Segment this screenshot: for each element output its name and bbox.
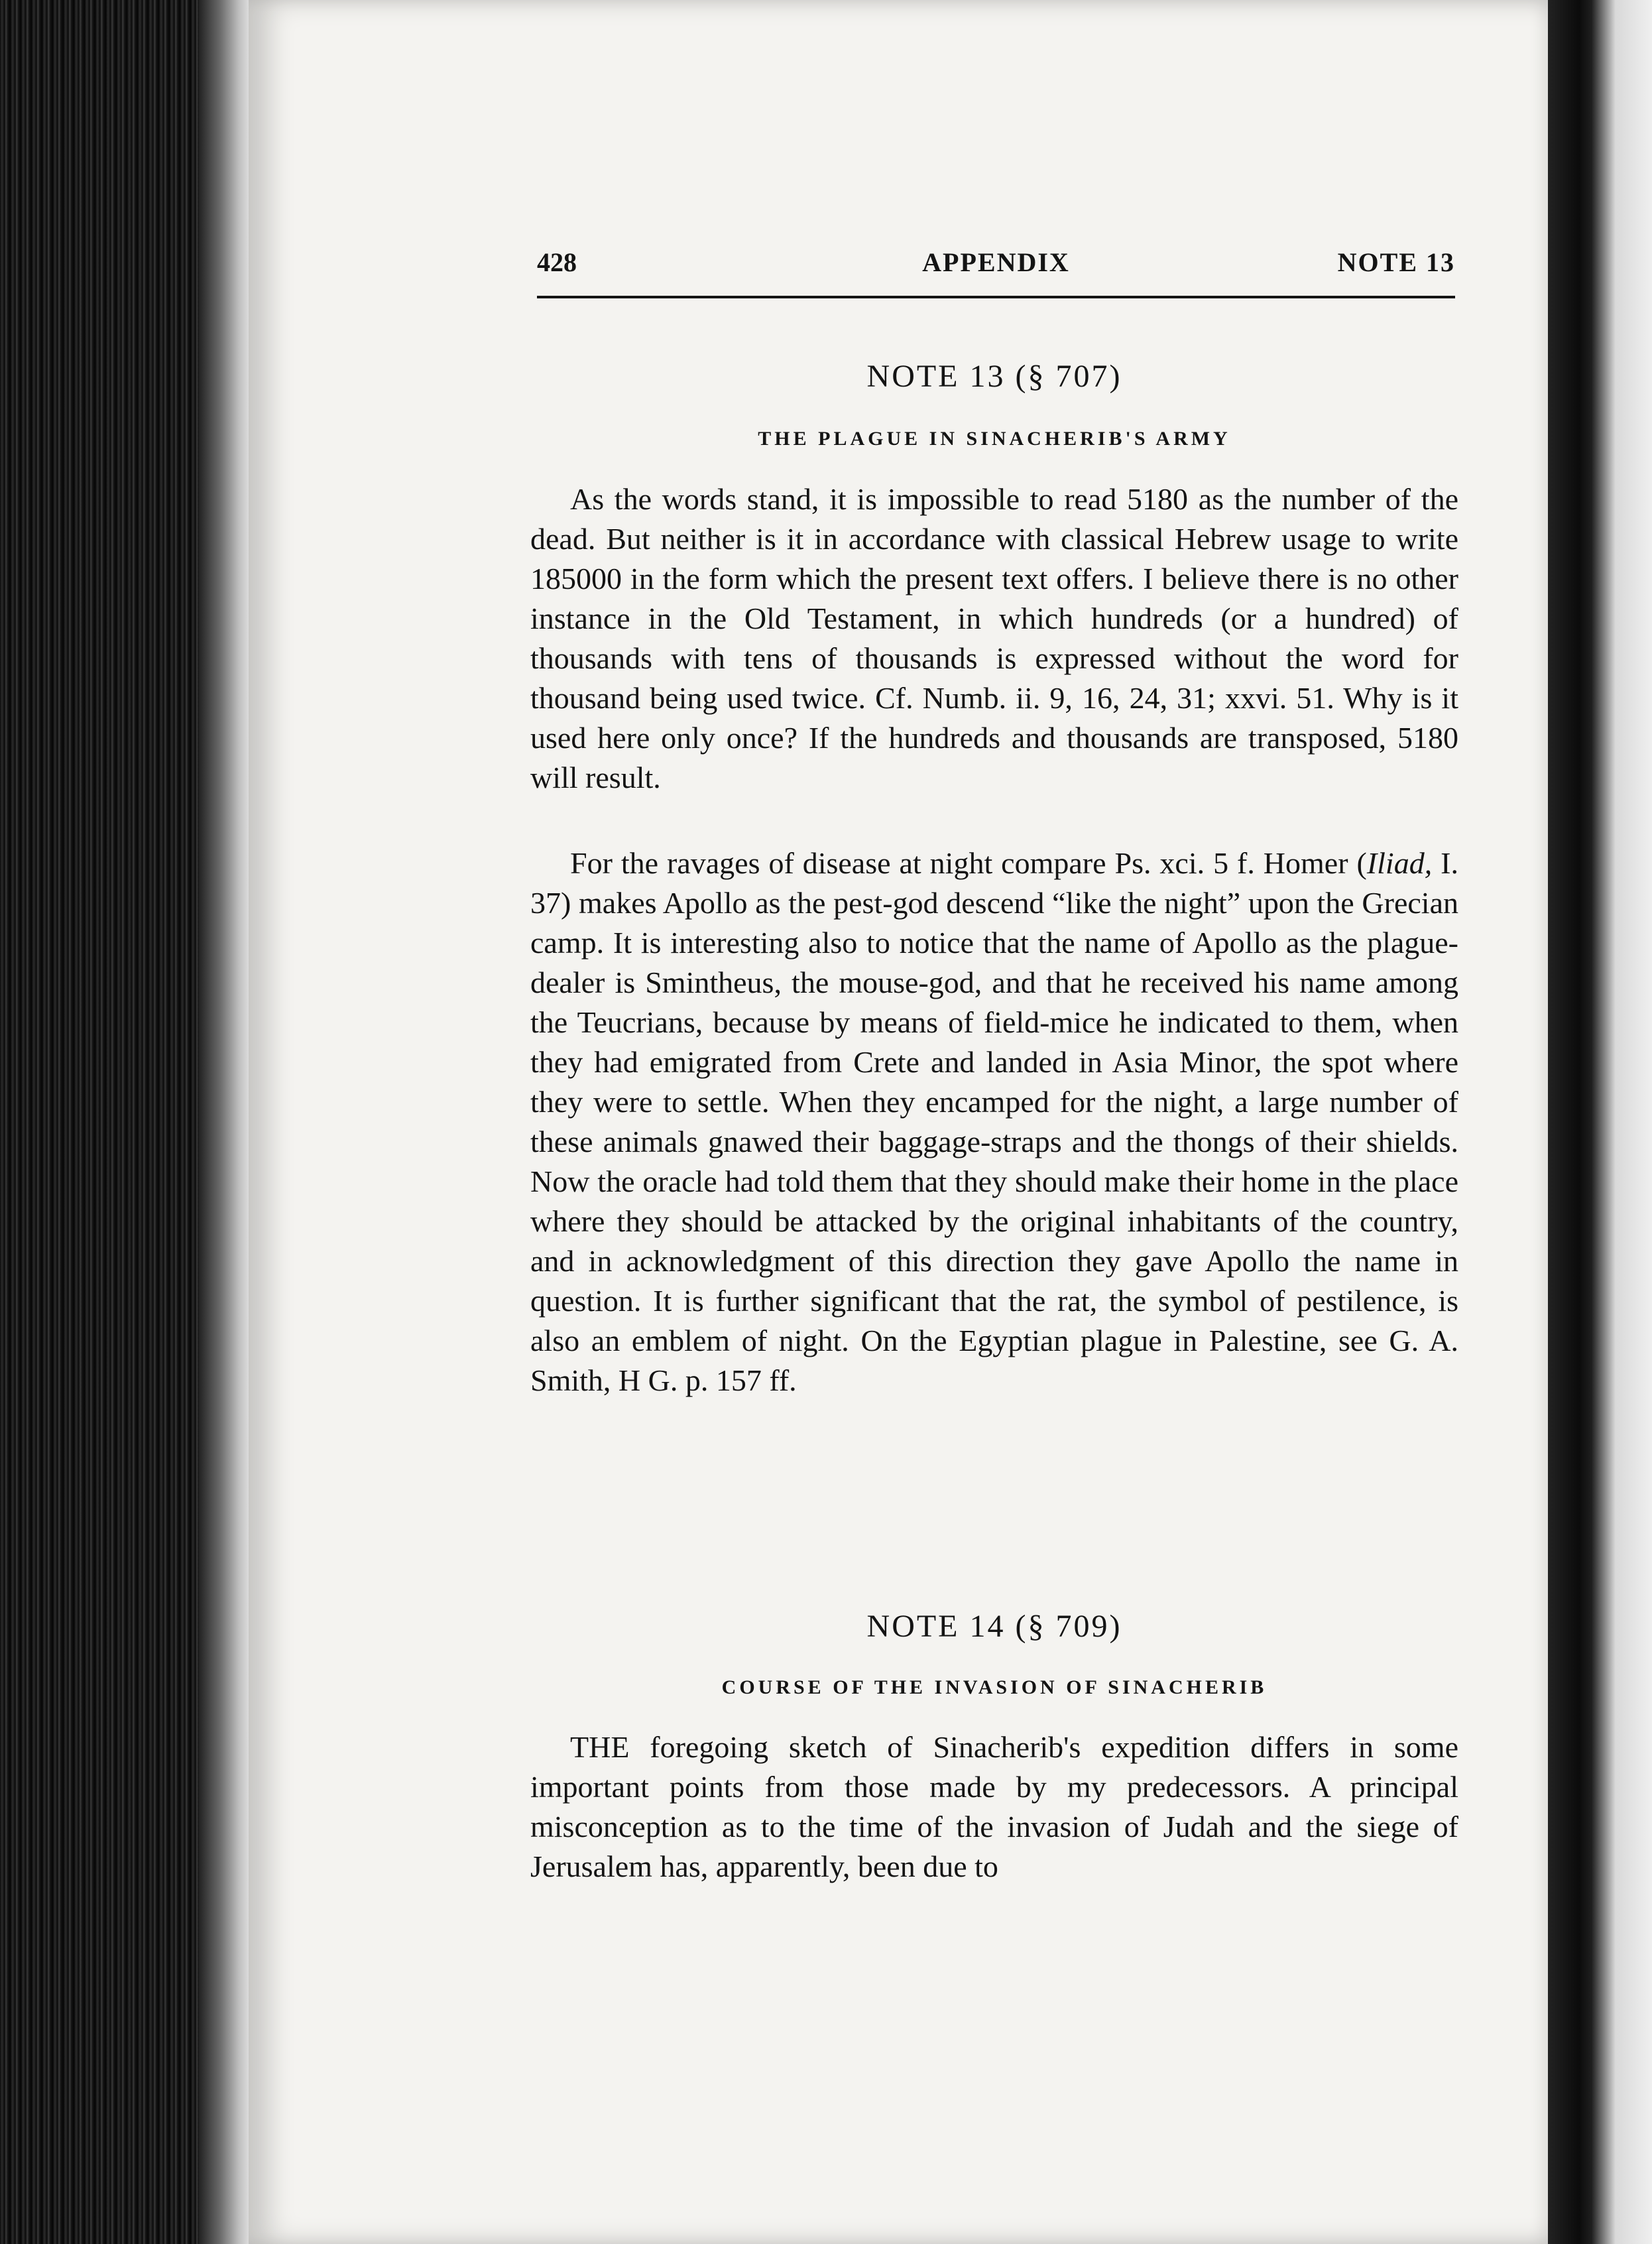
note-13-subheading: THE PLAGUE IN SINACHERIB'S ARMY (758, 428, 1231, 450)
note-13-heading-block (530, 358, 1458, 395)
running-head (537, 247, 1455, 286)
note-13-paragraph-1: As the words stand, it is impossible to read 5180 as the number of the dead. But neither is it in accordance with classical Hebrew usage to write 185000 in the form which the present text offers. I believe there is no other instance in the Old Testament, in which hundreds (or a hundred) of thousands with tens of thousands is expressed without the word for thousand being used twice. Cf. Numb. ii. 9, 16, 24, 31; xxvi. 51. Why is it used here only once? If the hundreds and thousands are transposed, 5180 will result. (530, 482, 1458, 794)
next-page-edge (1591, 0, 1652, 2244)
note-13-paragraph-1-block (530, 479, 1458, 798)
note-14-paragraph-1-block (530, 1727, 1458, 1887)
page-gutter-shadow (199, 0, 252, 2244)
running-note-ref: NOTE 13 (1337, 247, 1455, 277)
page-number: 428 (537, 247, 577, 277)
note-13-heading: NOTE 13 (§ 707) (866, 359, 1122, 394)
note-14-heading-block (530, 1608, 1458, 1645)
running-title: APPENDIX (922, 247, 1070, 277)
header-rule (537, 296, 1455, 298)
note-14-subheading-block (530, 1676, 1458, 1699)
note-14-heading: NOTE 14 (§ 709) (866, 1609, 1122, 1644)
note-13-paragraph-2 (530, 843, 1458, 1401)
note-13-paragraph-2-rest: I. 37) makes Apollo as the pest-god descend “like the night” upon the Grecian camp. It is interesting also to notice that the name of Apollo as the plague-dealer is Smintheus, the mouse-god, and that he received his name among the Teucrians, because by means of field-mice he indicated to them, when they had emigrated from Crete and landed in Asia Minor, the spot where they were to settle. When they encamped for the night, a large number of these animals gnawed their baggage-straps and the thongs of their shields. Now the oracle had told them that they should make their home in the place where they should be attacked by the original inhabitants of the country, and in acknowledgment of this direction they gave Apollo the name in question. It is further significant that the rat, the symbol of pestilence, is also an emblem of night. On the Egyptian plague in Palestine, see G. A. Smith, H G. p. 157 ff. (530, 846, 1458, 1397)
note-13-paragraph-2-block (530, 843, 1458, 1401)
note-13-paragraph-2-start: For the ravages of disease at night compare Ps. xci. 5 f. Homer ( (570, 846, 1367, 880)
note-14-subheading: COURSE OF THE INVASION OF SINACHERIB (721, 1676, 1268, 1698)
iliad-title: Iliad, (1366, 846, 1433, 880)
note-14-paragraph-1: THE foregoing sketch of Sinacherib's expedition differs in some important points from those made by my predecessors. A principal misconception as to the time of the invasion of Judah and the siege of Jerusalem has, apparently, been due to (530, 1730, 1458, 1883)
note-13-subheading-block (530, 428, 1458, 450)
